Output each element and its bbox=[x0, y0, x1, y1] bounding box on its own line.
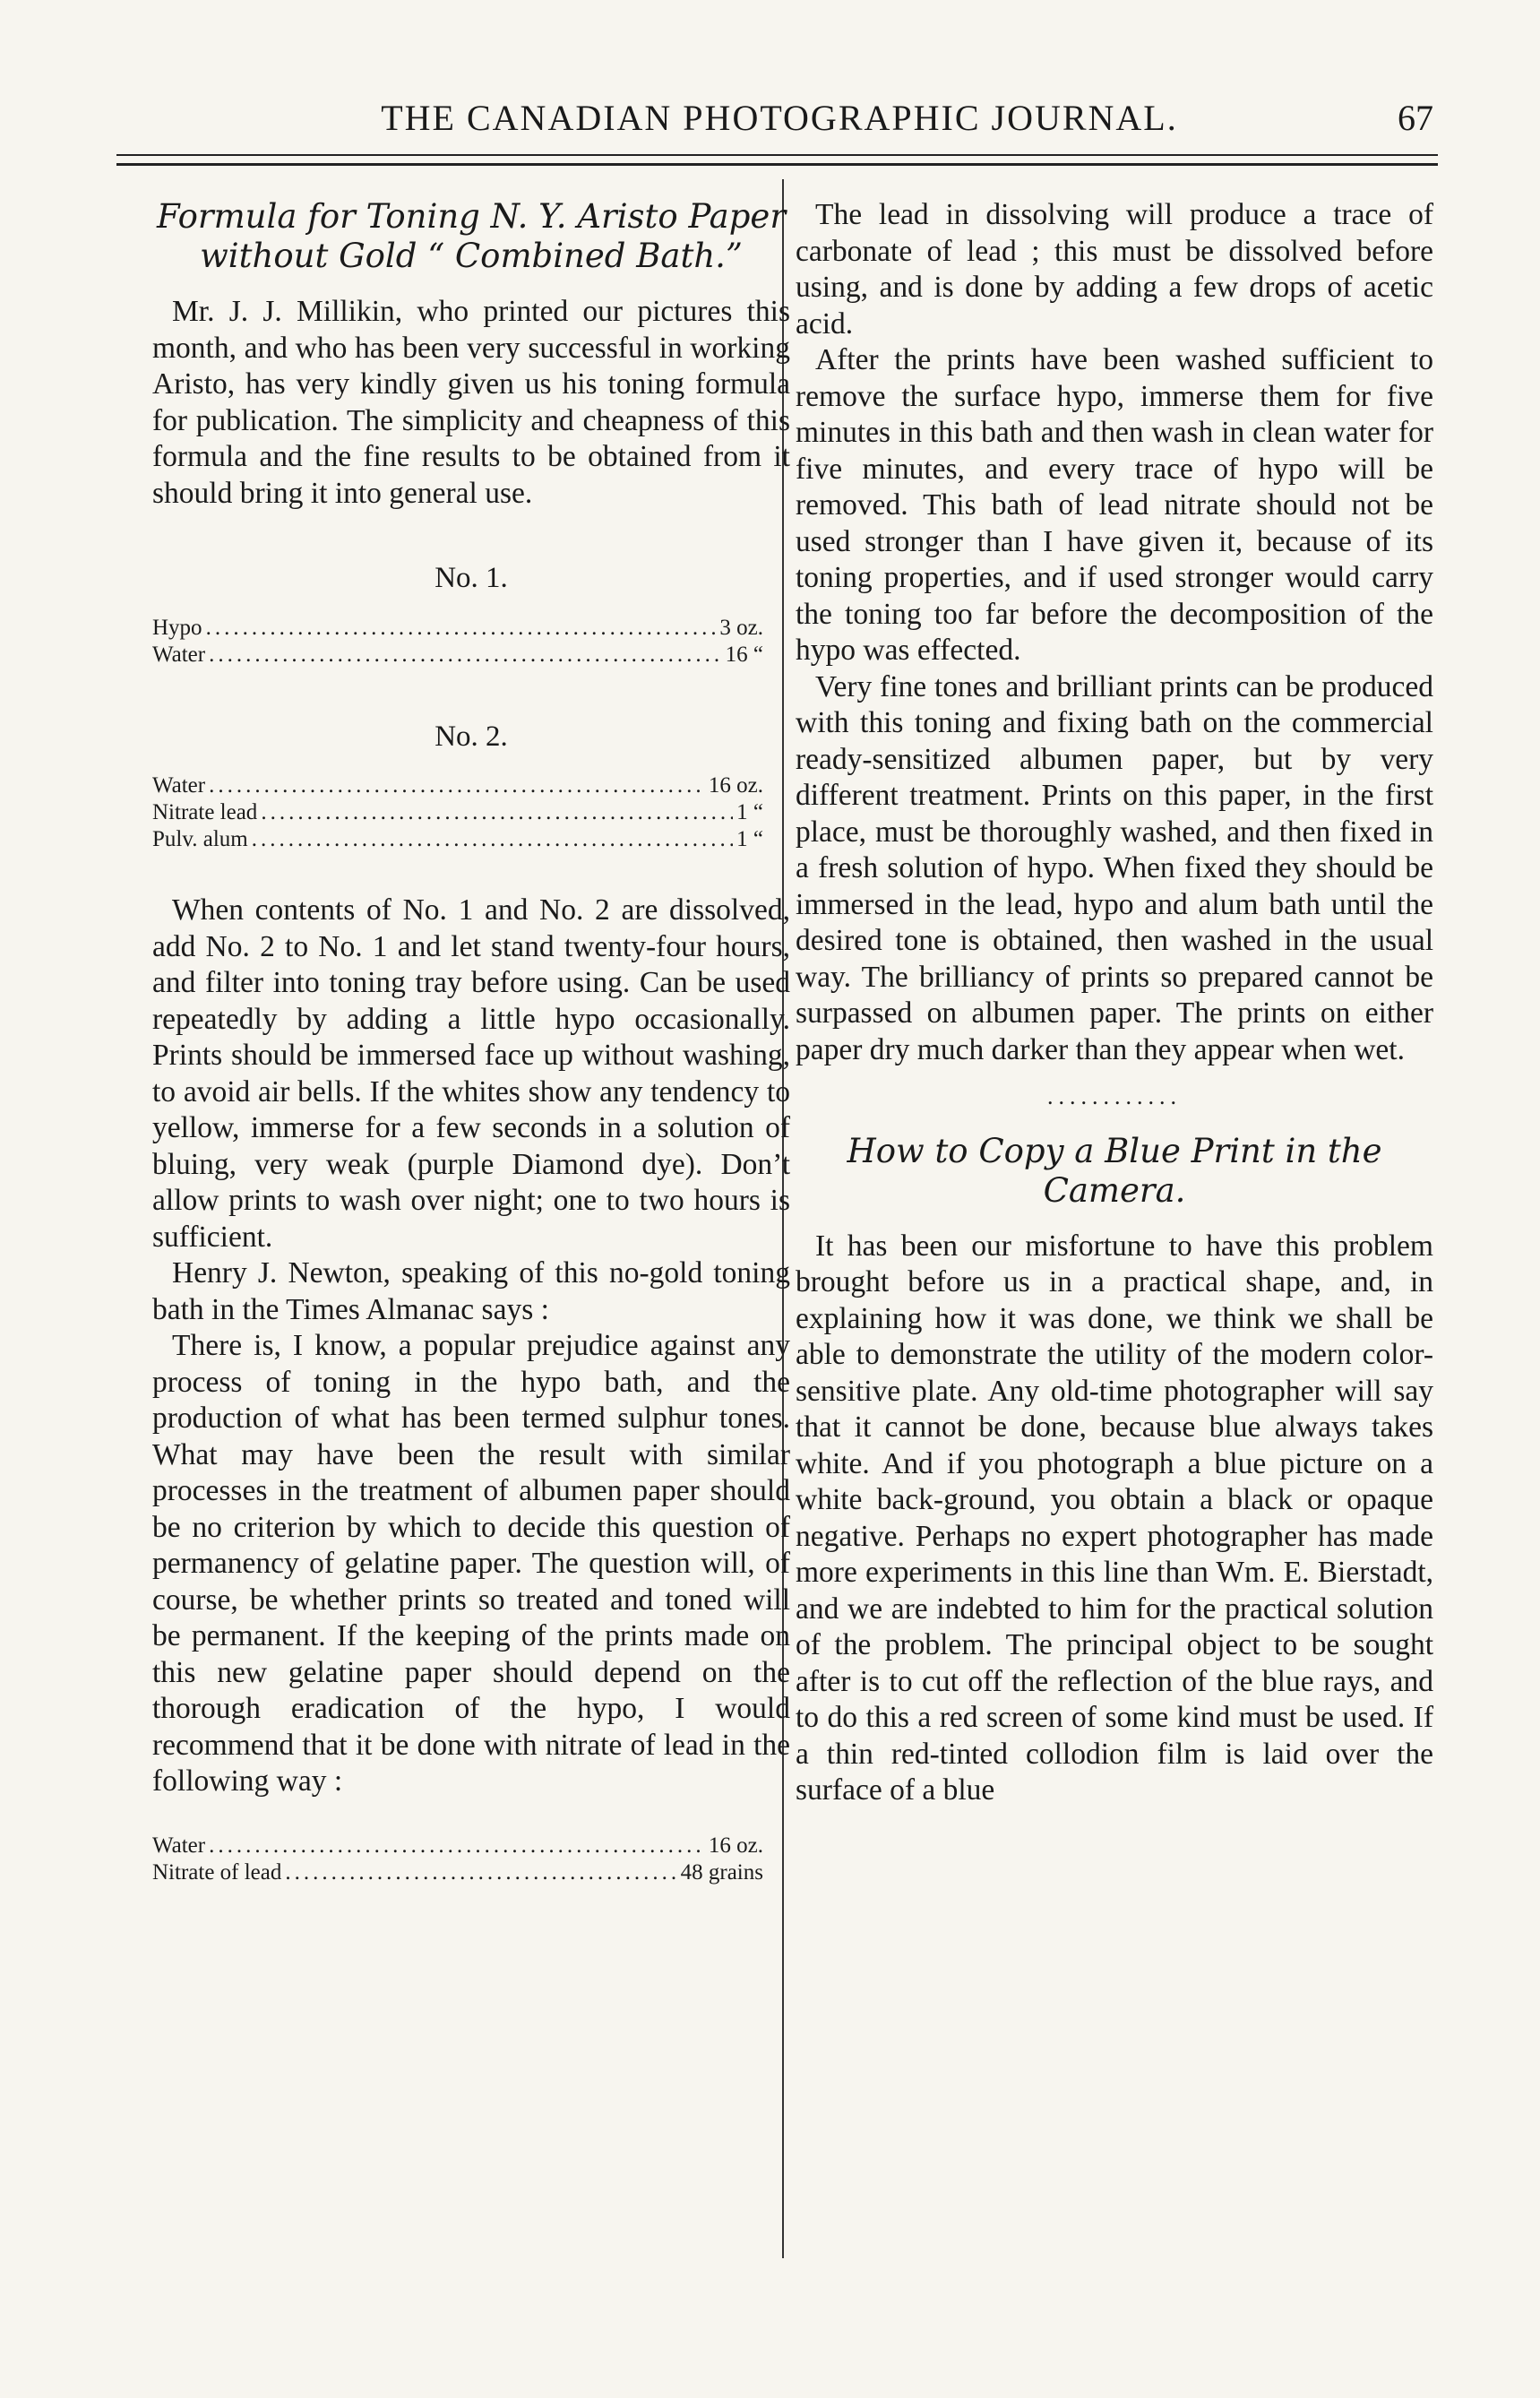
formula-no2 bbox=[152, 772, 763, 853]
ingredient-label: Nitrate of lead bbox=[152, 1859, 282, 1885]
ingredient-quantity: 1 “ bbox=[736, 800, 763, 824]
left-column bbox=[152, 197, 790, 1886]
ingredient-label: Water bbox=[152, 773, 206, 798]
journal-title: THE CANADIAN PHOTOGRAPHIC JOURNAL. bbox=[381, 98, 1178, 138]
leader-dots bbox=[209, 772, 705, 799]
ingredient-quantity: 1 “ bbox=[736, 827, 763, 851]
ingredient-quantity: 16 oz. bbox=[708, 773, 763, 798]
formula-row bbox=[152, 1833, 763, 1859]
washing-paragraph: After the prints have been washed sufficient to remove the surface hypo, immerse them for five minutes in this bath and then wash in clean water for five minutes, and every trace of hypo will be removed. This bath of lead nitrate should not be used stronger than I have given it, because of its toning properties, and if used stronger would carry the toning too far before the decomposition of the hypo was effected. bbox=[796, 343, 1433, 667]
right-column bbox=[796, 197, 1433, 1809]
ingredient-label: Nitrate lead bbox=[152, 800, 258, 824]
article-title-toning: Formula for Toning N. Y. Aristo Paper without Gold “ Combined Bath.” bbox=[156, 197, 787, 275]
formula-row bbox=[152, 826, 763, 853]
instructions-paragraph: When contents of No. 1 and No. 2 are dissolved, add No. 2 to No. 1 and let stand twenty-four hours, and filter into toning tray before using. Can be used repeatedly by adding a little hypo occasionally. Prints should be immersed face up without washing, to avoid air bells. If the whites show any tendency to yellow, immerse for a few seconds in a solution of bluing, very weak (purple Diamond dye). Don’t allow prints to wash over night; one to two hours is sufficient. bbox=[152, 893, 790, 1254]
ingredient-label: Water bbox=[152, 642, 206, 667]
article-title-blue-print: How to Copy a Blue Print in the Camera. bbox=[847, 1131, 1382, 1210]
ingredient-label: Water bbox=[152, 1833, 206, 1858]
lead-paragraph: The lead in dissolving will produce a trace of carbonate of lead ; this must be dissolved before using, and is done by adding a few drops of acetic acid. bbox=[796, 198, 1433, 341]
formula-row bbox=[152, 615, 763, 642]
leader-dots bbox=[285, 1859, 676, 1886]
formula-row bbox=[152, 772, 763, 799]
formula-row bbox=[152, 799, 763, 826]
header-rule-thick bbox=[116, 163, 1438, 166]
formula-no2-heading: No. 2. bbox=[434, 720, 508, 753]
page-number: 67 bbox=[1398, 98, 1433, 138]
lead-formula bbox=[152, 1833, 763, 1886]
formula-no1-heading: No. 1. bbox=[434, 562, 508, 594]
formula-no1 bbox=[152, 615, 763, 669]
leader-dots bbox=[209, 642, 722, 669]
blue-print-paragraph: It has been our misfortune to have this problem brought before us in a practical shape, and, in explaining how it was done, we think we shall be able to demonstrate the utility of the modern color-sensitive plate. Any old-time photographer will say that it cannot be done, because blue always takes white. And if you photograph a blue picture on a white back-ground, you obtain a black or opaque negative. Perhaps no expert photographer has made more experiments in this line than Wm. E. Bierstadt, and we are indebted to him for the practical solution of the problem. The principal object to be sought after is to cut off the reflection of the blue rays, and to do this a red screen of some kind must be used. If a thin red-tinted collodion film is laid over the surface of a blue bbox=[796, 1229, 1433, 1807]
leader-dots bbox=[261, 799, 733, 826]
ingredient-quantity: 16 “ bbox=[725, 642, 763, 667]
leader-dots bbox=[209, 1833, 705, 1859]
intro-paragraph: Mr. J. J. Millikin, who printed our pictures this month, and who has been very successful in working Aristo, has very kindly given us his toning formula for publication. The simplicity and cheapness of this formula and the fine results to be obtained from it should bring it into general use. bbox=[152, 295, 790, 510]
ingredient-quantity: 48 grains bbox=[680, 1859, 763, 1885]
page-header bbox=[125, 97, 1433, 151]
ingredient-quantity: 3 oz. bbox=[719, 615, 763, 640]
ingredient-label: Pulv. alum bbox=[152, 827, 248, 851]
ingredient-label: Hypo bbox=[152, 615, 202, 640]
header-rule-thin bbox=[116, 154, 1438, 156]
leader-dots bbox=[252, 826, 733, 853]
newton-paragraph: Henry J. Newton, speaking of this no-gold toning bath in the Times Almanac says : bbox=[152, 1256, 790, 1326]
spacer bbox=[152, 853, 790, 893]
quote-paragraph: There is, I know, a popular prejudice against any process of toning in the hypo bath, and the production of what has been termed sulphur tones. What may have been the result with similar processes in the treatment of albumen paper should be no criterion by which to decide this question of permanency of gelatine paper. The question will, of course, be whether prints so treated and toned will be permanent. If the keeping of the prints made on this new gelatine paper should depend on the thorough eradication of the hypo, I would recommend that it be done with nitrate of lead in the following way : bbox=[152, 1329, 790, 1798]
albumen-paragraph: Very fine tones and brilliant prints can be produced with this toning and fixing bath on the commercial ready-sensitized albumen paper, but by very different treatment. Prints on this paper, in the first place, must be thoroughly washed, and then fixed in a fresh solution of hypo. When fixed they should be immersed in the lead, hypo and alum bath until the desired tone is obtained, then washed in the usual way. The brilliancy of prints so prepared cannot be surpassed on albumen paper. The prints on either paper dry much darker than they appear when wet. bbox=[796, 669, 1433, 1066]
ingredient-quantity: 16 oz. bbox=[708, 1833, 763, 1858]
section-separator: ............ bbox=[1047, 1083, 1182, 1109]
formula-row bbox=[152, 1859, 763, 1886]
formula-row bbox=[152, 642, 763, 669]
leader-dots bbox=[206, 615, 717, 642]
